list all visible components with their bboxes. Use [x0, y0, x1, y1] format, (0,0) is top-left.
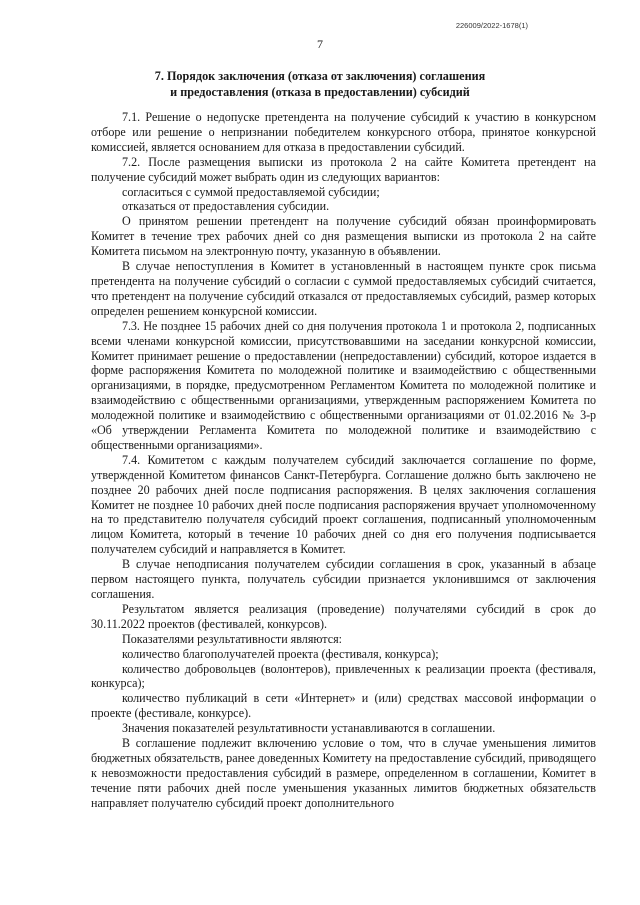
document-id: 226009/2022-1678(1) — [455, 21, 528, 30]
document-body — [91, 110, 596, 811]
indicator-volunteers: количество добровольцев (волонтеров), привлеченных к реализации проекта (фестиваля, конкурса); — [91, 661, 596, 691]
section-title-line-1: 7. Порядок заключения (отказа от заключения) соглашения — [154, 69, 486, 83]
paragraph-limits: В соглашение подлежит включению условие о том, что в случае уменьшения лимитов бюджетных обязательств, ранее доведенных Комитету на предоставление субсидий, приводящего к невозможности предоставления субсидий в размере, определенном в соглашении, Комитет в течение пяти рабочих дней после уменьшения указанных лимитов бюджетных обязательств направляет получателю субсидий проект дополнительного — [91, 736, 596, 810]
indicator-publications: количество публикаций в сети «Интернет» и (или) средствах массовой информации о проекте (фестивале, конкурсе). — [91, 691, 596, 721]
paragraph-inform: О принятом решении претендент на получение субсидий обязан проинформировать Комитет в течение трех рабочих дней со дня размещения выписки из протокола 2 на сайте Комитета письмом на электронную почту, указанную в объявлении. — [91, 214, 596, 259]
paragraph-non-receipt: В случае непоступления в Комитет в установленный в настоящем пункте срок письма претендента на получение субсидий о согласии с суммой предоставляемых субсидий считается, что претендент на получение субсидий отказался от предоставляемых субсидий, размер которых определен решением конкурсной комиссии. — [91, 259, 596, 318]
page-number: 7 — [317, 37, 323, 51]
paragraph-non-signing: В случае неподписания получателем субсидии соглашения в срок, указанный в абзаце первом настоящего пункта, получатель субсидии признается уклонившимся от заключения соглашения. — [91, 557, 596, 601]
paragraph-indicator-values: Значения показателей результативности устанавливаются в соглашении. — [122, 721, 496, 736]
section-title — [0, 68, 640, 100]
option-agree: согласиться с суммой предоставляемой субсидии; — [122, 184, 380, 199]
indicator-beneficiaries: количество благополучателей проекта (фестиваля, конкурса); — [122, 646, 439, 661]
paragraph-7-4: 7.4. Комитетом с каждым получателем субсидий заключается соглашение по форме, утвержденной Комитетом финансов Санкт-Петербурга. Соглашение должно быть заключено не позднее 20 рабочих дней после подписания распоряжения. В целях заключения соглашения Комитет не позднее 10 рабочих дней после подписания распоряжения вручает уполномоченному на то представителю получателя субсидий проект соглашения, подписанный уполномоченным лицом Комитета, который в течение 10 рабочих дней со дня его получения подписывается получателем субсидий и направляется в Комитет. — [91, 452, 596, 557]
paragraph-indicators: Показателями результативности являются: — [122, 631, 342, 646]
paragraph-7-3: 7.3. Не позднее 15 рабочих дней со дня получения протокола 1 и протокола 2, подписанных всеми членами конкурсной комиссии, присутствовавшими на заседании конкурсной комиссии, Комитет принимает решение о предоставлении (непредоставлении) субсидий, которое издается в форме распоряжения Комитета по молодежной политике и взаимодействию с общественными организациями, в порядке, предусмотренном Регламентом Комитета по молодежной политике и взаимодействию с общественными организациями, утвержденным распоряжением Комитета по молодежной политике и взаимодействию с общественными организациями от 01.02.2016 № 3-р «Об утверждении Регламента Комитета по молодежной политике и взаимодействию с общественными организациями». — [91, 318, 596, 452]
paragraph-7-1: 7.1. Решение о недопуске претендента на получение субсидий к участию в конкурсном отборе или решение о непризнании победителем конкурсного отбора, принятое конкурсной комиссией, является основанием для отказа в предоставлении субсидий. — [91, 110, 596, 154]
section-title-line-2: и предоставления (отказа в предоставлении) субсидий — [170, 85, 470, 99]
paragraph-7-2: 7.2. После размещения выписки из протокола 2 на сайте Комитета претендент на получение субсидий может выбрать один из следующих вариантов: — [91, 154, 596, 184]
paragraph-result: Результатом является реализация (проведение) получателями субсидий в срок до 30.11.2022 проектов (фестивалей, конкурсов). — [91, 601, 596, 631]
option-refuse: отказаться от предоставления субсидии. — [122, 199, 330, 214]
